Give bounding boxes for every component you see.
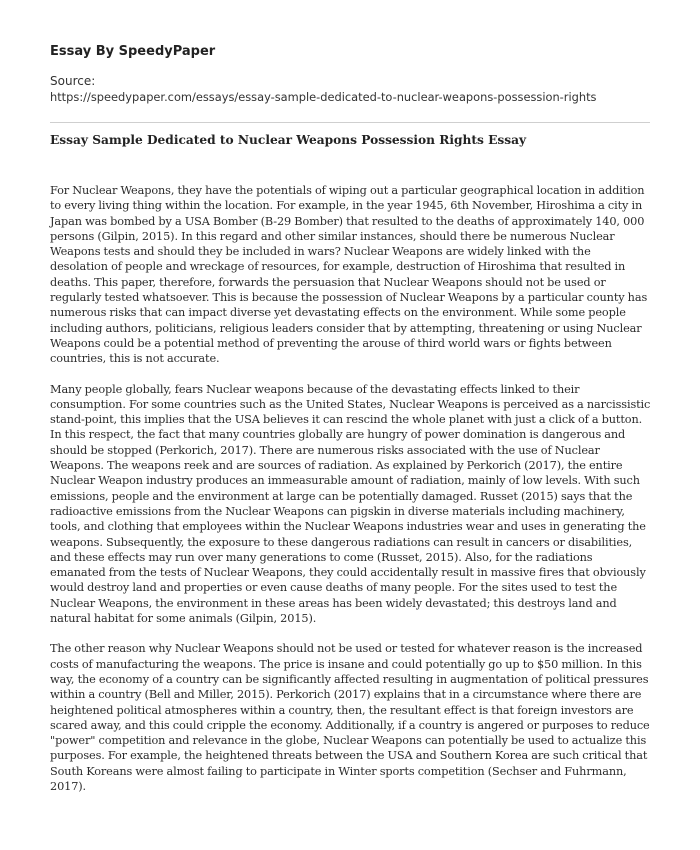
essay-paragraph-2: Many people globally, fears Nuclear weapons because of the devastating effects linked to their consumption. For some countries such as the United States, Nuclear Weapons is perceived as a narcissistic stand-point, this implies that the USA believes it can rescind the whole planet with just a click of a button. In this respect, the fact that many countries globally are hungry of power domination is dangerous and should be stopped (Perkorich, 2017). There are numerous risks associated with the use of Nuclear Weapons. The weapons reek and are sources of radiation. As explained by Perkorich (2017), the entire Nuclear Weapon industry produces an immeasurable amount of radiation, mainly of low levels. With such emissions, people and the environment at large can be potentially damaged. Russet (2015) says that the radioactive emissions from the Nuclear Weapons can pigskin in diverse materials including machinery, tools, and clothing that employees within the Nuclear Weapons industries wear and uses in generating the weapons. Subsequently, the exposure to these dangerous radiations can result in cancers or disabilities, and these effects may run over many generations to come (Russet, 2015). Also, for the radiations emanated from the tests of Nuclear Weapons, they could accidentally result in massive fires that obviously would destroy land and properties or even cause deaths of many people. For the sites used to test the Nuclear Weapons, the environment in these areas has been widely devastated; this destroys land and natural habitat for some animals (Gilpin, 2015).: [50, 382, 651, 626]
essay-body: [50, 183, 651, 809]
header-divider: [50, 122, 650, 123]
document-title: Essay By SpeedyPaper: [50, 44, 216, 59]
source-url[interactable]: https://speedypaper.com/essays/essay-sample-dedicated-to-nuclear-weapons-possession-rights: [50, 90, 597, 104]
source-label: Source:: [50, 74, 96, 88]
essay-paragraph-3: The other reason why Nuclear Weapons should not be used or tested for whatever reason is the increased costs of manufacturing the weapons. The price is insane and could potentially go up to $50 million. In this way, the economy of a country can be significantly affected resulting in augmentation of political pressures within a country (Bell and Miller, 2015). Perkorich (2017) explains that in a circumstance where there are heightened political atmospheres within a country, then, the resultant effect is that foreign investors are scared away, and this could cripple the economy. Additionally, if a country is angered or purposes to reduce "power" competition and relevance in the globe, Nuclear Weapons can potentially be used to actualize this purposes. For example, the heightened threats between the USA and Southern Korea are such critical that South Koreans were almost failing to participate in Winter sports competition (Sechser and Fuhrmann, 2017).: [50, 642, 650, 793]
essay-heading: Essay Sample Dedicated to Nuclear Weapons Possession Rights Essay: [50, 133, 527, 147]
essay-paragraph-1: For Nuclear Weapons, they have the potentials of wiping out a particular geographical location in addition to every living thing within the location. For example, in the year 1945, 6th November, Hiroshima a city in Japan was bombed by a USA Bomber (B-29 Bomber) that resulted to the deaths of approximately 140, 000 persons (Gilpin, 2015). In this regard and other similar instances, should there be numerous Nuclear Weapons tests and should they be included in wars? Nuclear Weapons are widely linked with the desolation of people and wreckage of resources, for example, destruction of Hiroshima that resulted in deaths. This paper, therefore, forwards the persuasion that Nuclear Weapons should not be used or regularly tested whatsoever. This is because the possession of Nuclear Weapons by a particular county has numerous risks that can impact diverse yet devastating effects on the environment. While some people including authors, politicians, religious leaders consider that by attempting, threatening or using Nuclear Weapons could be a potential method of preventing the arouse of third world wars or fights between countries, this is not accurate.: [50, 184, 648, 366]
